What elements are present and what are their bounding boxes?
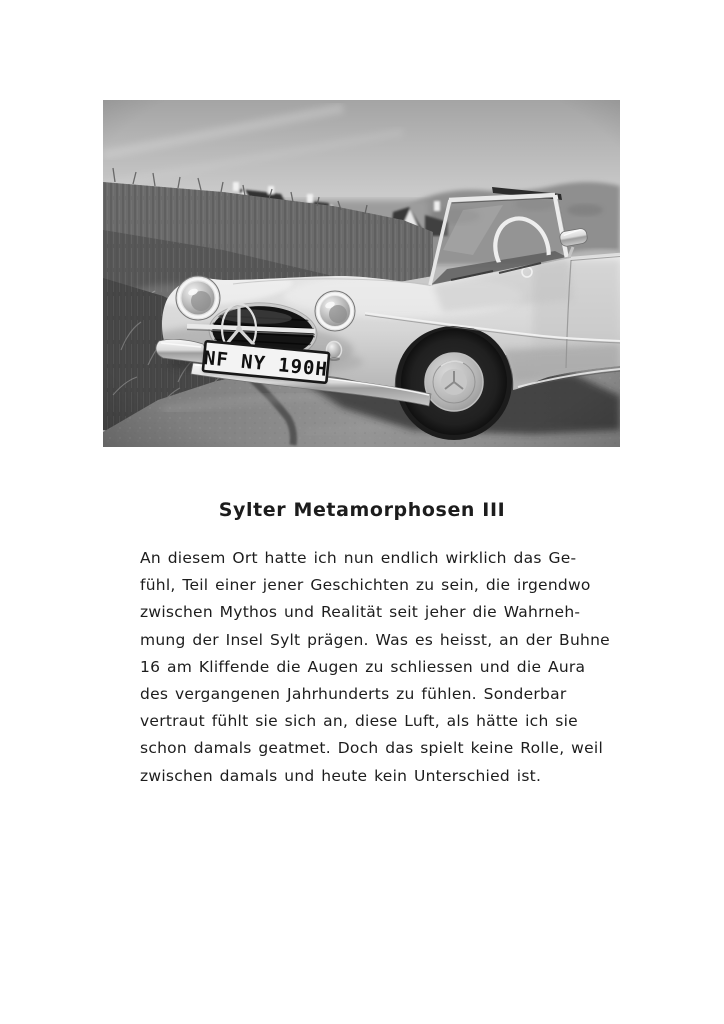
car-photo-illustration (103, 100, 620, 447)
text-line: zwischen Mythos und Realität seit jeher die Wahrneh- (140, 603, 581, 622)
vignette (103, 100, 620, 447)
text-line: fühl, Teil einer jener Geschichten zu sein, die irgendwo (140, 576, 591, 595)
text-line: des vergangenen Jahrhunderts zu fühlen. Sonderbar (140, 685, 567, 704)
page-title: Sylter Metamorphosen III (218, 499, 506, 521)
text-line: mung der Insel Sylt prägen. Was es heisst, an der Buhne (140, 630, 610, 649)
text-line: vertraut fühlt sie sich an, diese Luft, als hätte ich sie (140, 712, 578, 731)
text-line: An diesem Ort hatte ich nun endlich wirklich das Ge- (140, 549, 577, 567)
text-line: 16 am Kliffende die Augen zu schliessen und die Aura (140, 657, 586, 676)
body-paragraph (140, 545, 610, 790)
car-photo-figure (103, 100, 620, 447)
text-line: zwischen damals und heute kein Unterschied ist. (140, 766, 542, 785)
text-line: schon damals geatmet. Doch das spielt keine Rolle, weil (140, 739, 604, 758)
